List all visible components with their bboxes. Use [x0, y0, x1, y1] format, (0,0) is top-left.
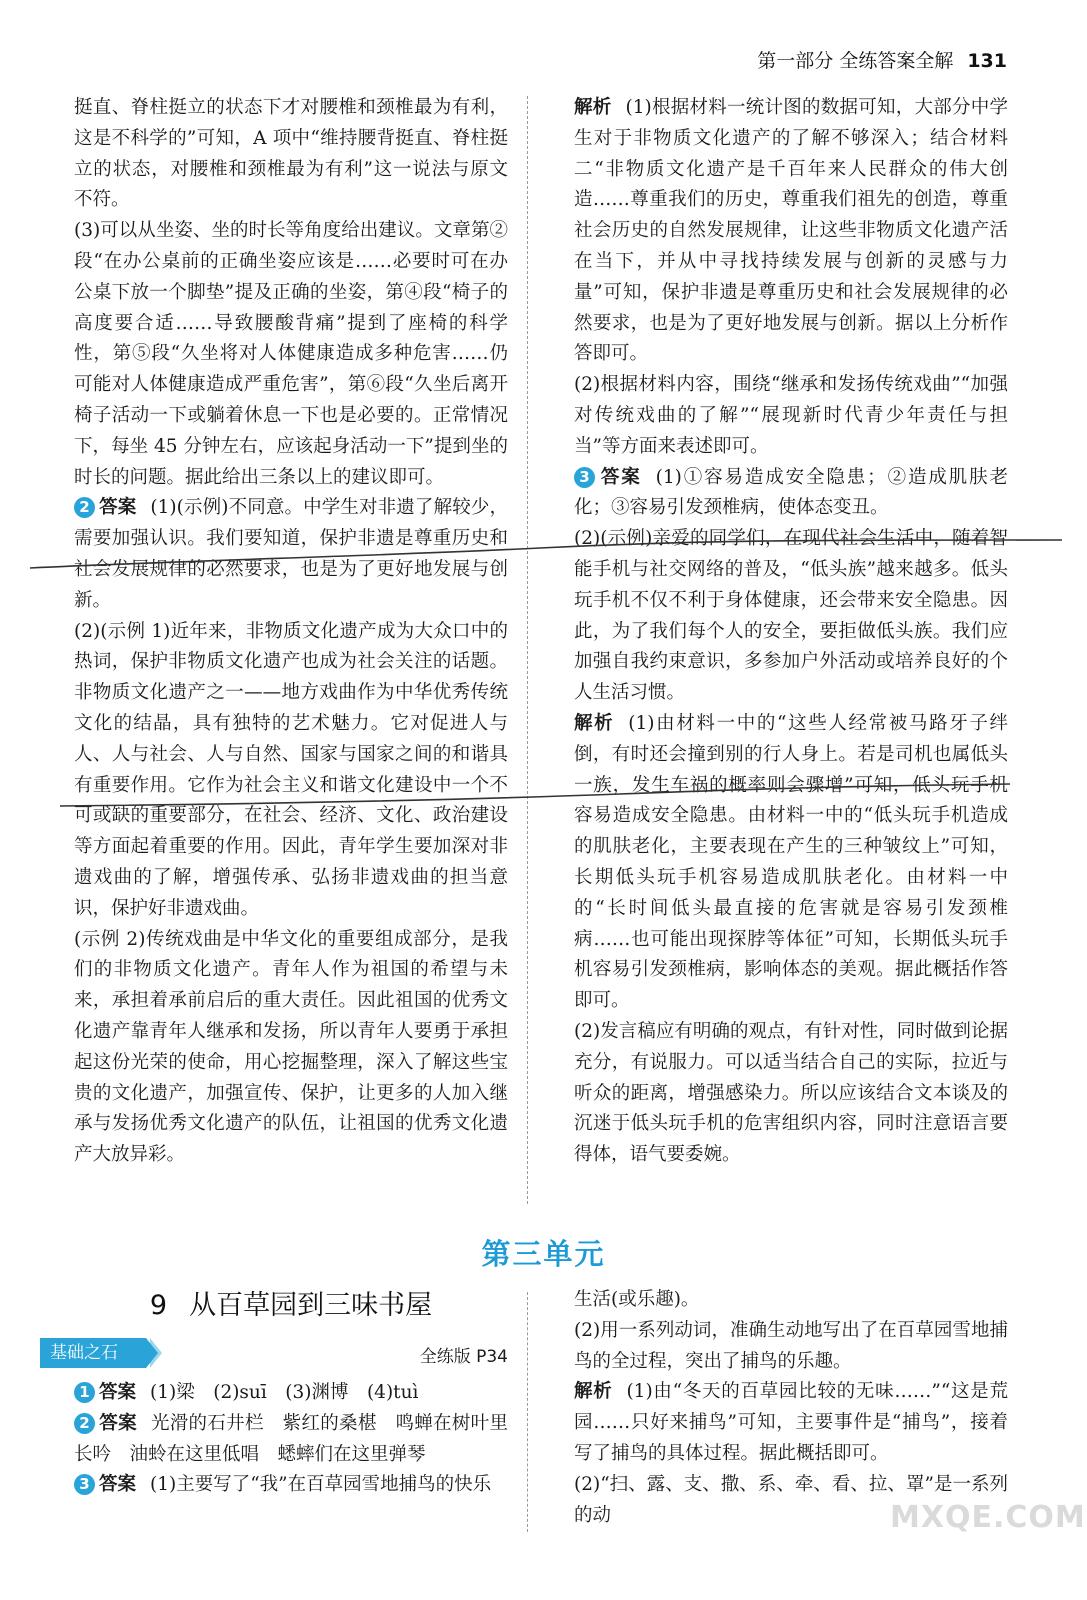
- answer-text: (1)梁 (2)suī (3)渊博 (4)tuì: [150, 1382, 419, 1403]
- question-number-badge: 2: [74, 497, 95, 518]
- answer-tag: 答案: [99, 1382, 137, 1403]
- pen-stroke: [30, 540, 1062, 568]
- answer-text: (1)①容易造成安全隐患；②造成肌肤老化；③容易引发颈椎病，使体态变丑。: [574, 466, 1008, 519]
- answer-tag: 答案: [99, 1412, 137, 1434]
- question-number-badge: 3: [74, 1474, 95, 1495]
- analysis-text: (1)由材料一中的“这些人经常被马路牙子绊倒，有时还会撞到别的行人身上。若是司机也属低头一族，发生车祸的概率则会骤增”可知，低头玩手机容易造成安全隐患。由材料一中的“低头玩手机造成的肌肤老化，主要表现在产生的三种皱纹上”可知，长期低头玩手机容易造成肌肤老化。由材料一中的“长时间低头最直接的危害就是容易引发颈椎病……也可能出现探脖等体征”可知，长期低头玩手机容易引发颈椎病，影响体态的美观。据此概括作答即可。: [574, 712, 1008, 1012]
- paragraph: 挺直、脊柱挺立的状态下才对腰椎和颈椎最为有利，这是不科学的”可知，A 项中“维持腰背挺直、脊柱挺立的状态，对腰椎和颈椎最为有利”这一说法与原文不符。: [74, 97, 508, 211]
- page-number: 131: [967, 50, 1007, 72]
- answer-text: 光滑的石井栏 紫红的桑椹 鸣蝉在树叶里长吟 油蛉在这里低唱 蟋蟀们在这里弹琴: [74, 1412, 508, 1465]
- paragraph: 生活(或乐趣)。: [574, 1289, 700, 1310]
- paragraph: (2)用一系列动词，准确生动地写出了在百草园雪地捕鸟的全过程，突出了捕鸟的乐趣。: [574, 1319, 1008, 1372]
- paragraph: (示例 2)传统戏曲是中华文化的重要组成部分，是我们的非物质文化遗产。青年人作为祖国的希望与未来，承担着承前启后的重大责任。因此祖国的优秀文化遗产靠青年人继承和发扬，所以青年人要勇于承担起这份光荣的使命，用心挖掘整理，深入了解这些宝贵的文化遗产，加强宣传、保护，让更多的人加入继承与发扬优秀文化遗产的队伍，让祖国的优秀文化遗产大放异彩。: [74, 928, 508, 1166]
- paragraph: (2)(示例 1)近年来，非物质文化遗产成为大众口中的热词，保护非物质文化遗产也成为社会关注的话题。非物质文化遗产之一——地方戏曲作为中华优秀传统文化的结晶，具有独特的艺术魅力。它对促进人与人、人与社会、人与自然、国家与国家之间的和谐具有重要作用。它作为社会主义和谐文化建设中一个不可或缺的重要部分，在社会、经济、文化、政治建设等方面起着重要的作用。因此，青年学生要加深对非遗戏曲的了解，增强传承、弘扬非遗戏曲的担当意识，保护好非遗戏曲。: [74, 620, 508, 919]
- pen-stroke: [60, 784, 1010, 806]
- answer-tag: 答案: [599, 466, 642, 488]
- analysis-text: (1)由“冬天的百草园比较的无味……”“这是荒园……只好来捕鸟”可知，主要事件是“捕鸟”，接着写了捕鸟的具体过程。据此概括即可。: [574, 1381, 1008, 1464]
- answer-tag: 答案: [99, 1474, 137, 1496]
- paragraph: (2)根据材料内容，围绕“继承和发扬传统戏曲”“加强对传统戏曲的了解”“展现新时代青少年责任与担当”等方面来表述即可。: [574, 374, 1008, 457]
- paragraph: (2)发言稿应有明确的观点，有针对性，同时做到论据充分，有说服力。可以适当结合自己的实际，拉近与听众的距离，增强感染力。所以应该结合文本谈及的沉迷于低头玩手机的危害组织内容，同时注意语言要得体，语气要委婉。: [574, 1020, 1008, 1166]
- question-number-badge: 3: [574, 467, 595, 488]
- analysis-text: (1)根据材料一统计图的数据可知，大部分中学生对于非物质文化遗产的了解不够深入；结合材料二“非物质文化遗产是千百年来人民群众的伟大创造……尊重我们的历史，尊重我们祖先的创造，尊重社会历史的自然发展规律，让这些非物质文化遗产活在当下，并从中寻找持续发展与创新的灵感与力量”可知，保护非遗是尊重历史和社会发展规律的必然要求，也是为了更好地发展与创新。据以上分析作答即可。: [574, 97, 1008, 365]
- paragraph: (2)(示例)亲爱的同学们，在现代社会生活中，随着智能手机与社交网络的普及，“低头族”越来越多。低头玩手机不仅不利于身体健康，还会带来安全隐患。因此，为了我们每个人的安全，要拒做低头族。我们应加强自我约束意识，多参加户外活动或培养良好的个人生活习惯。: [574, 528, 1008, 704]
- paragraph: (2)“扫、露、支、撒、系、牵、看、拉、罩”是一系列的动: [574, 1473, 1008, 1526]
- analysis-tag: 解析: [574, 1381, 613, 1403]
- analysis-tag: 解析: [574, 712, 615, 734]
- lesson-name: 从百草园到三味书屋: [189, 1290, 433, 1321]
- question-number-badge: 2: [74, 1413, 95, 1434]
- answer-text: (1)(示例)不同意。中学生对非遗了解较少，需要加强认识。我们要知道，保护非遗是尊重历史和社会发展规律的必然要求，也是为了更好地发展与创新。: [74, 497, 508, 611]
- page-reference: 全练版 P34: [419, 1347, 508, 1367]
- answer-tag: 答案: [99, 497, 137, 519]
- watermark: MXQE.COM: [890, 1500, 1086, 1535]
- question-number-badge: 1: [74, 1382, 95, 1403]
- analysis-tag: 解析: [574, 97, 612, 118]
- lesson-number: 9: [149, 1290, 168, 1321]
- section-badge: 基础之石: [40, 1338, 146, 1368]
- paragraph: (3)可以从坐姿、坐的时长等角度给出建议。文章第②段“在办公桌前的正确坐姿应该是……必要时可在办公桌下放一个脚垫”提及正确的坐姿，第④段“椅子的高度要合适……导致腰酸背痛”提到了座椅的科学性，第⑤段“久坐将对人体健康造成多种危害……仍可能对人体健康造成严重危害”，第⑥段“久坐后离开椅子活动一下或躺着休息一下也是必要的。正常情况下，每坐 45 分钟左右，应该起身活动一下”提到坐的时长的问题。据此给出三条以上的建议即可。: [74, 220, 508, 488]
- answer-text: (1)主要写了“我”在百草园雪地捕鸟的快乐: [150, 1474, 492, 1496]
- unit-title: 第三单元: [481, 1237, 606, 1271]
- section-label: 第一部分 全练答案全解: [757, 50, 954, 72]
